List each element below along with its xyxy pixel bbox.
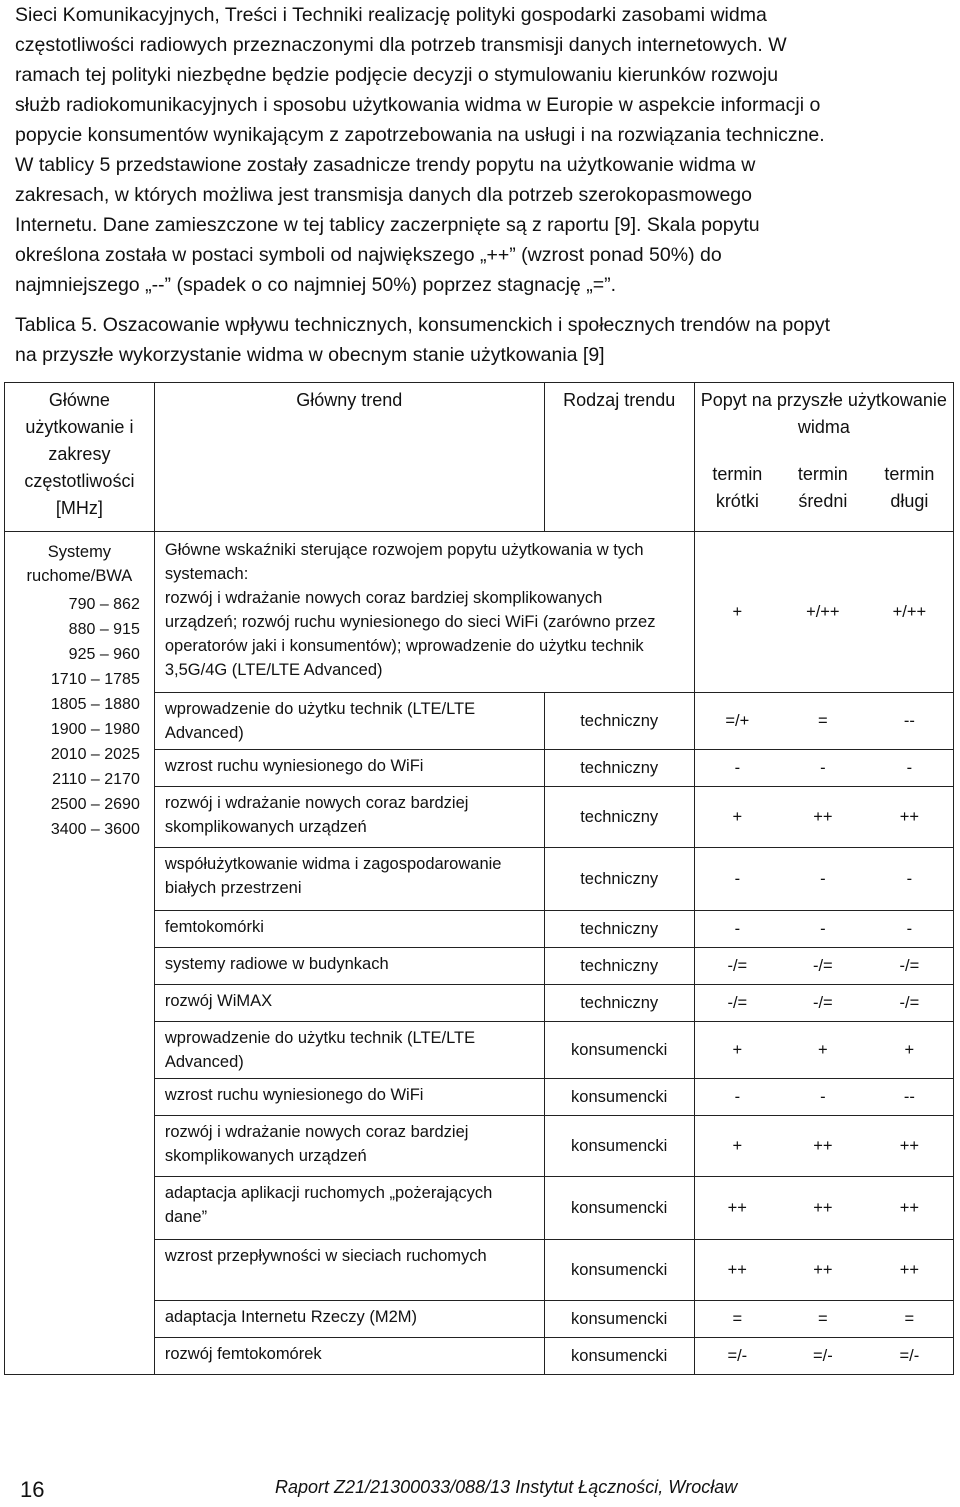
trend-text: rozwój i wdrażanie nowych coraz bardziej skomplikowanych urządzeń xyxy=(154,787,544,848)
value-mid: - xyxy=(780,848,866,911)
value-long: - xyxy=(866,848,954,911)
intro-line: Sieci Komunikacyjnych, Treści i Techniki realizację polityki gospodarki zasobami widma xyxy=(15,4,767,26)
value-short: =/- xyxy=(694,1338,780,1375)
band-item: 2500 – 2690 xyxy=(50,796,140,813)
trend-text: adaptacja Internetu Rzeczy (M2M) xyxy=(154,1301,544,1338)
trend-type: konsumencki xyxy=(544,1116,694,1177)
value-mid: -/= xyxy=(780,948,866,985)
trend-type: techniczny xyxy=(544,750,694,787)
value-mid: =/- xyxy=(780,1338,866,1375)
value-mid: - xyxy=(780,911,866,948)
value-long: + xyxy=(866,1022,954,1079)
trend-type: konsumencki xyxy=(544,1022,694,1079)
value-long: ++ xyxy=(866,787,954,848)
caption-line: Tablica 5. Oszacowanie wpływu technicznych, konsumenckich i społecznych trendów na popyt xyxy=(15,314,831,336)
indicator-mid: +/++ xyxy=(780,532,866,693)
intro-line: określona została w postaci symboli od największego „++” (wzrost ponad 50%) do xyxy=(15,244,722,266)
value-long: -/= xyxy=(866,948,954,985)
value-long: = xyxy=(866,1301,954,1338)
trend-type: konsumencki xyxy=(544,1338,694,1375)
value-mid: ++ xyxy=(780,787,866,848)
value-short: - xyxy=(694,750,780,787)
header-long-term: termin długi xyxy=(866,457,954,532)
band-item: 3400 – 3600 xyxy=(50,821,140,838)
trend-type: techniczny xyxy=(544,693,694,750)
band-item: 1900 – 1980 xyxy=(50,721,140,738)
header-type: Rodzaj trendu xyxy=(544,383,694,532)
trend-text: współużytkowanie widma i zagospodarowanie białych przestrzeni xyxy=(154,848,544,911)
value-short: - xyxy=(694,848,780,911)
trend-type: konsumencki xyxy=(544,1301,694,1338)
trend-text: wprowadzenie do użytku technik (LTE/LTE Advanced) xyxy=(154,693,544,750)
value-long: ++ xyxy=(866,1240,954,1301)
trend-type: techniczny xyxy=(544,787,694,848)
value-short: =/+ xyxy=(694,693,780,750)
trend-type: techniczny xyxy=(544,985,694,1022)
value-long: - xyxy=(866,750,954,787)
band-item: 790 – 862 xyxy=(68,596,140,613)
trend-text: rozwój femtokomórek xyxy=(154,1338,544,1375)
report-footer: Raport Z21/21300033/088/13 Instytut Łączności, Wrocław xyxy=(275,1477,738,1497)
value-long: - xyxy=(866,911,954,948)
indicator-long: +/++ xyxy=(866,532,954,693)
trend-type: techniczny xyxy=(544,948,694,985)
trend-text: wprowadzenie do użytku technik (LTE/LTE Advanced) xyxy=(154,1022,544,1079)
trend-type: konsumencki xyxy=(544,1177,694,1240)
header-short-term: termin krótki xyxy=(694,457,780,532)
value-short: + xyxy=(694,1116,780,1177)
intro-line: Internetu. Dane zamieszczone w tej tablicy zaczerpnięte są z raportu [9]. Skala popytu xyxy=(15,214,760,236)
table-caption xyxy=(15,310,959,370)
intro-line: popycie konsumentów wynikającym z zapotrzebowania na usługi i na rozwiązania techniczne. xyxy=(15,124,825,146)
value-short: -/= xyxy=(694,948,780,985)
header-demand: Popyt na przyszłe użytkowanie widma xyxy=(694,383,953,458)
trend-text: rozwój i wdrażanie nowych coraz bardziej skomplikowanych urządzeń xyxy=(154,1116,544,1177)
value-long: ++ xyxy=(866,1177,954,1240)
value-mid: ++ xyxy=(780,1116,866,1177)
caption-line: na przyszłe wykorzystanie widma w obecnym stanie użytkowania [9] xyxy=(15,344,605,366)
intro-line: najmniejszego „--” (spadek o co najmniej 50%) poprzez stagnację „=”. xyxy=(15,274,616,296)
intro-line: zakresach, w których możliwa jest transmisja danych dla potrzeb szerokopasmowego xyxy=(15,184,752,206)
value-long: ++ xyxy=(866,1116,954,1177)
value-mid: ++ xyxy=(780,1177,866,1240)
value-short: + xyxy=(694,1022,780,1079)
trend-type: konsumencki xyxy=(544,1240,694,1301)
value-mid: - xyxy=(780,1079,866,1116)
trend-text: adaptacja aplikacji ruchomych „pożerających dane” xyxy=(154,1177,544,1240)
value-short: + xyxy=(694,787,780,848)
value-mid: = xyxy=(780,693,866,750)
value-short: -/= xyxy=(694,985,780,1022)
value-mid: -/= xyxy=(780,985,866,1022)
value-short: ++ xyxy=(694,1177,780,1240)
trend-type: konsumencki xyxy=(544,1079,694,1116)
trend-text: wzrost ruchu wyniesionego do WiFi xyxy=(154,1079,544,1116)
band-item: 1805 – 1880 xyxy=(50,696,140,713)
usage-title: Systemy ruchome/BWA xyxy=(26,543,133,585)
trend-type: techniczny xyxy=(544,911,694,948)
value-long: -- xyxy=(866,693,954,750)
value-mid: + xyxy=(780,1022,866,1079)
value-long: -/= xyxy=(866,985,954,1022)
value-short: - xyxy=(694,1079,780,1116)
trend-text: rozwój WiMAX xyxy=(154,985,544,1022)
intro-paragraph xyxy=(15,0,959,300)
band-item: 2010 – 2025 xyxy=(50,746,140,763)
band-item: 925 – 960 xyxy=(68,646,140,663)
trend-text: femtokomórki xyxy=(154,911,544,948)
band-list xyxy=(11,592,148,842)
indicator-detail: rozwój i wdrażanie nowych coraz bardziej skomplikowanych urządzeń; rozwój ruchu wyniesionego do sieci WiFi (zarówno przez operatorów jaki i konsumentów); wprowadzenie do użytku technik 3,5G/4G (LTE/LTE Advanced) xyxy=(164,589,656,679)
value-short: = xyxy=(694,1301,780,1338)
band-item: 880 – 915 xyxy=(68,621,140,638)
trend-type: techniczny xyxy=(544,848,694,911)
value-mid: ++ xyxy=(780,1240,866,1301)
page-number: 16 xyxy=(20,1477,45,1502)
indicator-short: + xyxy=(694,532,780,693)
value-long: =/- xyxy=(866,1338,954,1375)
intro-line: służb radiokomunikacyjnych i sposobu użytkowania widma w Europie w aspekcie informacji o xyxy=(15,94,821,116)
trend-text: systemy radiowe w budynkach xyxy=(154,948,544,985)
intro-line: ramach tej polityki niezbędne będzie podjęcie decyzji o stymulowaniu kierunków rozwoju xyxy=(15,64,779,86)
value-short: ++ xyxy=(694,1240,780,1301)
intro-line: W tablicy 5 przedstawione zostały zasadnicze trendy popytu na użytkowanie widma w xyxy=(15,154,756,176)
value-mid: = xyxy=(780,1301,866,1338)
value-short: - xyxy=(694,911,780,948)
header-mid-term: termin średni xyxy=(780,457,866,532)
usage-cell xyxy=(5,532,155,1375)
band-item: 2110 – 2170 xyxy=(52,771,140,788)
indicator-cell xyxy=(154,532,694,693)
trend-table xyxy=(4,382,954,1375)
header-usage: Główne użytkowanie i zakresy częstotliwości [MHz] xyxy=(5,383,155,532)
band-item: 1710 – 1785 xyxy=(50,671,140,688)
indicator-text: Główne wskaźniki sterujące rozwojem popytu użytkowania w tych systemach: xyxy=(164,541,644,583)
intro-line: częstotliwości radiowych przeznaczonymi dla potrzeb transmisji danych internetowych. W xyxy=(15,34,787,56)
header-trend: Główny trend xyxy=(154,383,544,532)
value-long: -- xyxy=(866,1079,954,1116)
value-mid: - xyxy=(780,750,866,787)
trend-text: wzrost ruchu wyniesionego do WiFi xyxy=(154,750,544,787)
trend-text: wzrost przepływności w sieciach ruchomych xyxy=(154,1240,544,1301)
